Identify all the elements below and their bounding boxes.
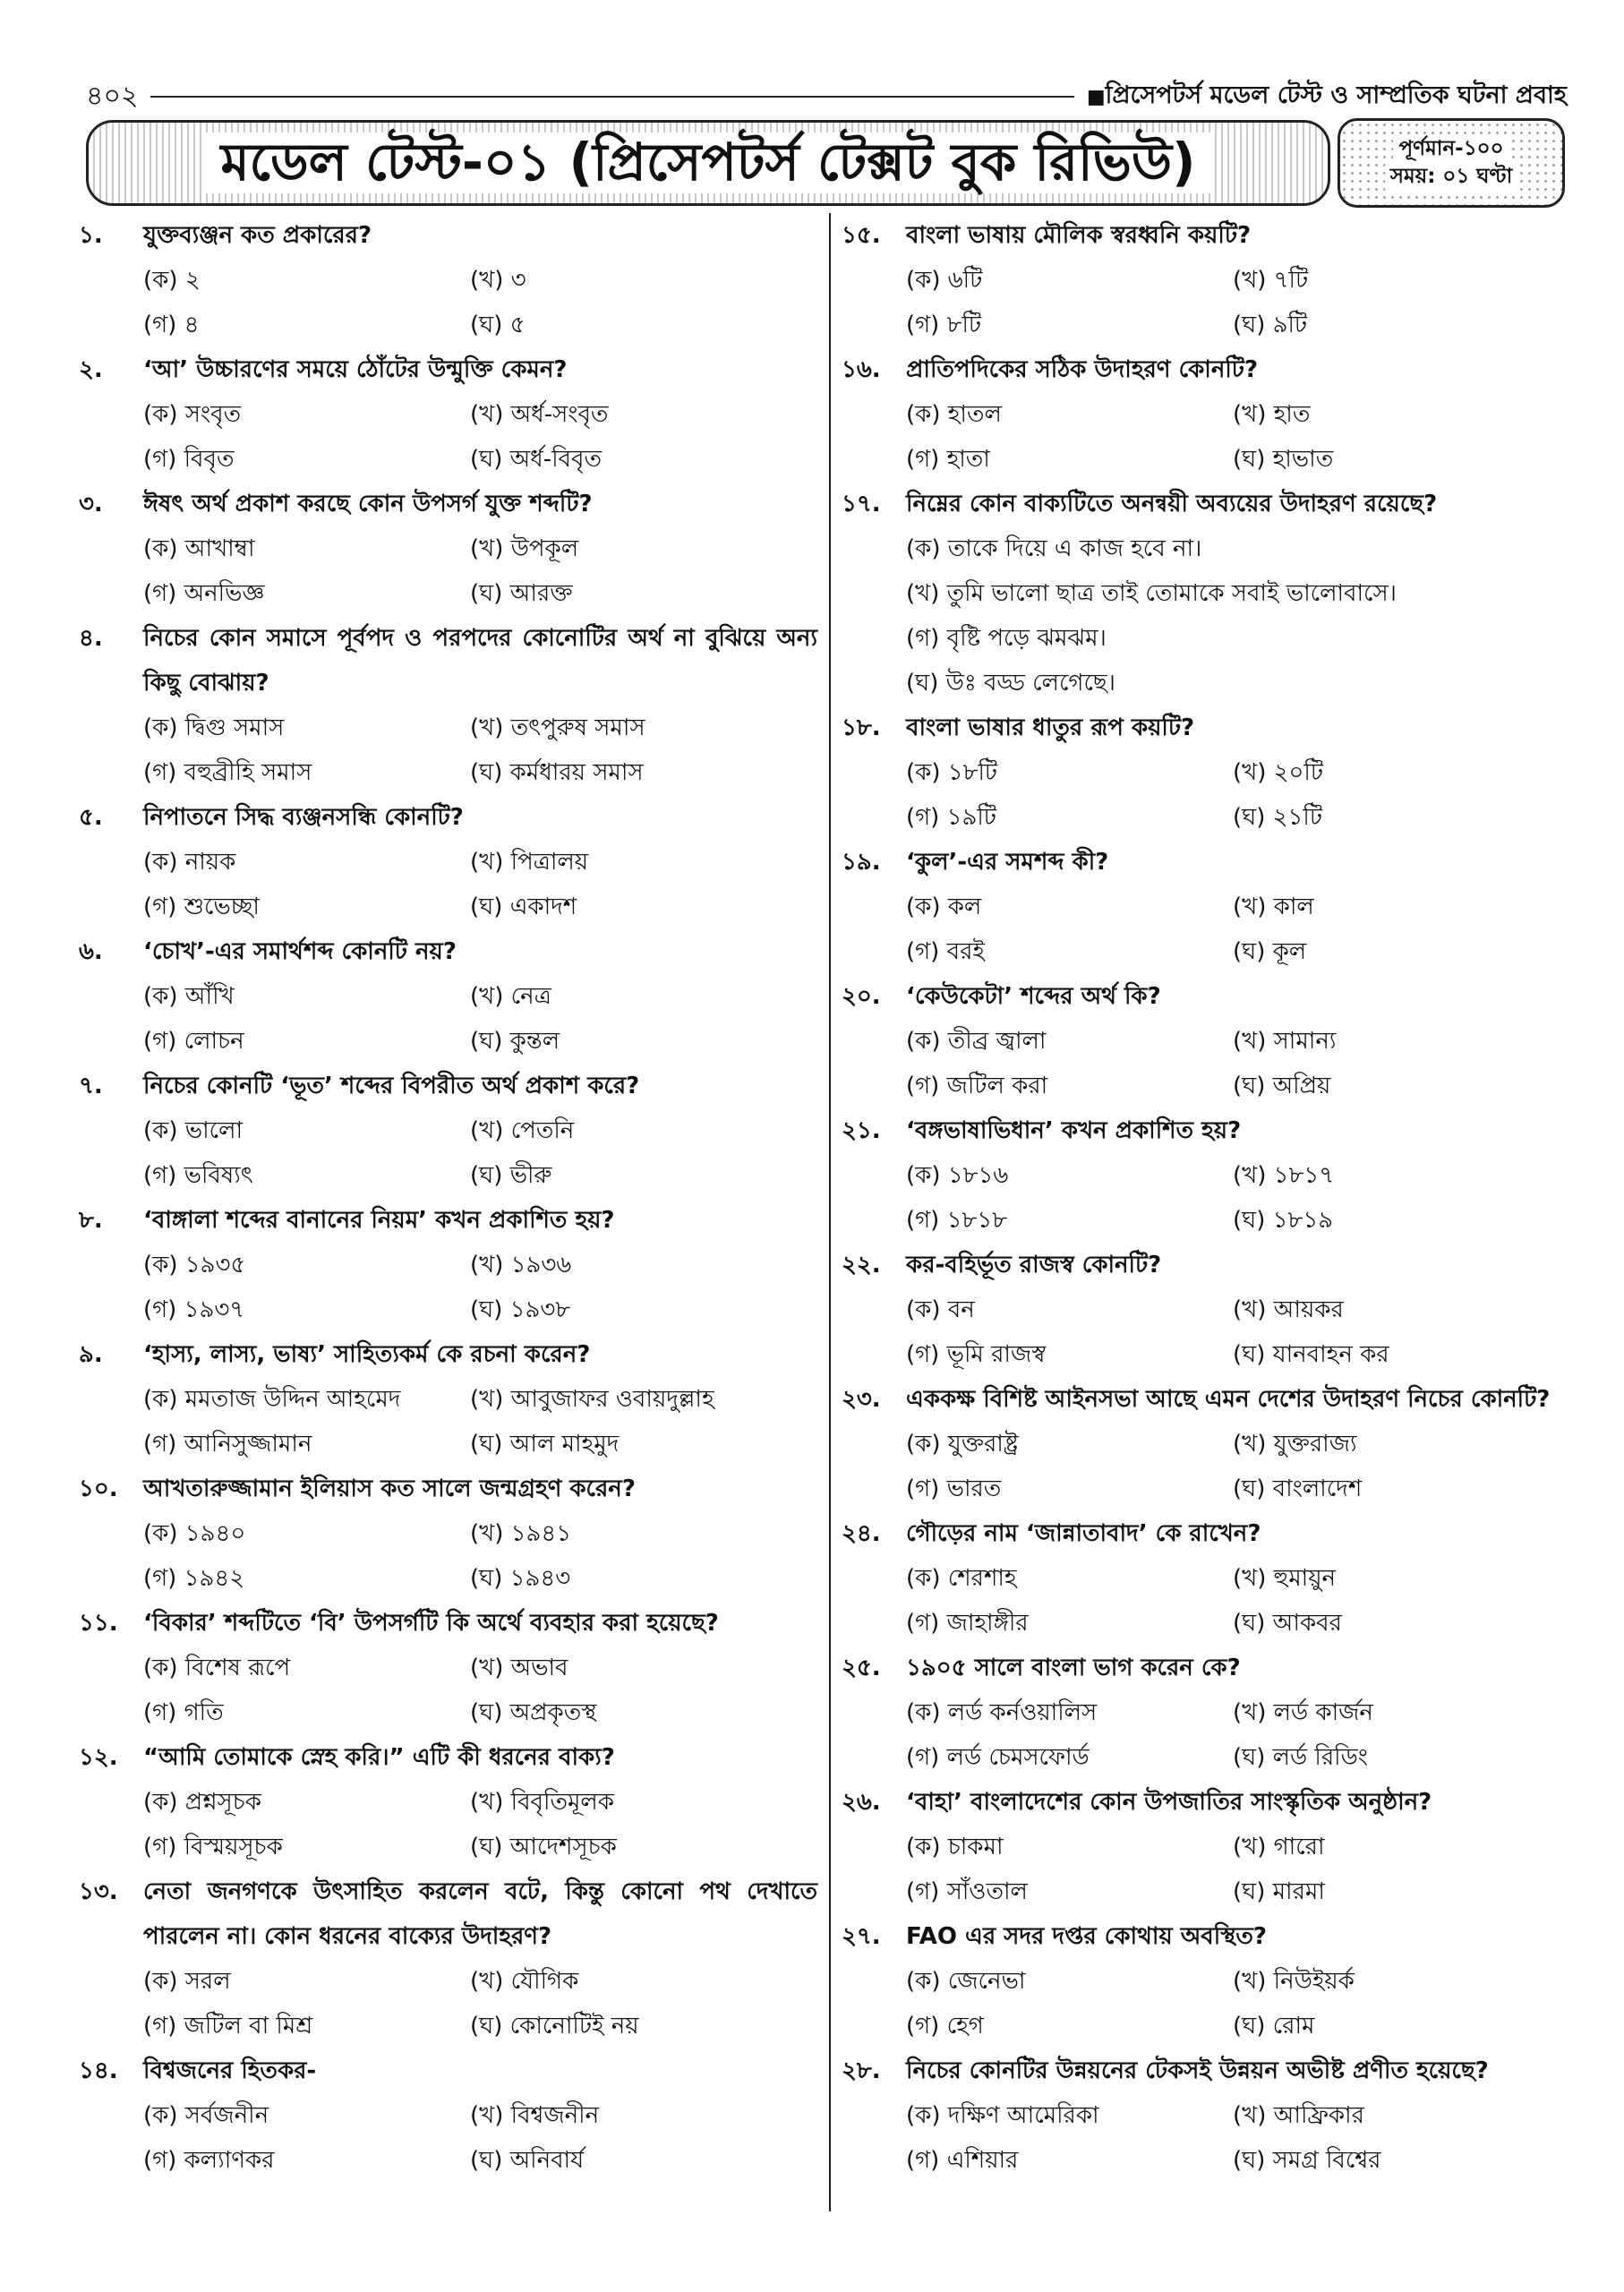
question-number: ২২. [842, 1252, 881, 1279]
answer-option[interactable]: (খ) উপকূল [470, 535, 579, 562]
option-list [906, 1556, 1585, 1646]
answer-option[interactable]: (ক) চাকমা [906, 1834, 1004, 1860]
question-number: ১২. [79, 1744, 118, 1771]
question-item [79, 1332, 817, 1467]
question-text: FAO এর সদর দপ্তর কোথায় অবস্থিত? [906, 1923, 1268, 1950]
answer-option[interactable]: (ক) বন [906, 1296, 975, 1323]
answer-option[interactable]: (খ) নিউইয়র্ক [1233, 1968, 1355, 1995]
right-column [842, 213, 1585, 2183]
question-stem [79, 616, 817, 706]
question-number: ১৫. [842, 222, 881, 249]
question-stem [79, 1601, 817, 1646]
question-stem [79, 1198, 817, 1243]
question-text: নিপাতনে সিদ্ধ ব্যঞ্জনসন্ধি কোনটি? [143, 804, 464, 831]
option-list [143, 840, 817, 929]
question-text: নিচের কোনটি ‘ভূত’ শব্দের বিপরীত অর্থ প্রকাশ করে? [143, 1073, 640, 1099]
question-stem [842, 706, 1585, 750]
answer-option[interactable]: (খ) নেত্র [470, 983, 551, 1010]
answer-option[interactable]: (ঘ) সমগ্র বিশ্বের [1233, 2147, 1381, 2174]
question-item [842, 1646, 1585, 1780]
question-number: ২৪. [842, 1520, 881, 1547]
question-number: ৫. [79, 804, 103, 831]
option-list [906, 1287, 1585, 1377]
answer-option[interactable]: (খ) বিবৃতিমূলক [470, 1789, 614, 1816]
answer-option[interactable]: (ঘ) বাংলাদেশ [1233, 1475, 1363, 1502]
question-text: নিচের কোনটির উন্নয়নের টেকসই উন্নয়ন অভীষ্ট প্রণীত হয়েছে? [906, 2057, 1489, 2084]
answer-option[interactable]: (গ) ১৯টি [906, 804, 996, 831]
question-number: ২৬. [842, 1789, 881, 1816]
question-item [842, 1377, 1585, 1511]
answer-option[interactable]: (ঘ) মারমা [1233, 1878, 1325, 1905]
question-stem [79, 1869, 817, 1959]
answer-option[interactable]: (ঘ) লর্ড রিডিং [1233, 1744, 1368, 1771]
answer-option[interactable]: (ঘ) ১৯৩৮ [470, 1296, 571, 1323]
option-list [143, 974, 817, 1064]
answer-option[interactable]: (গ) গতি [143, 1699, 224, 1726]
answer-option[interactable]: (ক) ৬টি [906, 267, 983, 294]
answer-option[interactable]: (ঘ) ২১টি [1233, 804, 1322, 831]
option-list [143, 706, 817, 795]
answer-option[interactable]: (ঘ) অপ্রিয় [1233, 1073, 1331, 1099]
question-number: ৪. [79, 625, 103, 652]
question-number: ১৭. [842, 491, 881, 517]
question-stem [842, 1914, 1585, 1959]
question-text: নিম্নের কোন বাক্যটিতে অনন্বয়ী অব্যয়ের উদাহরণ রয়েছে? [906, 491, 1438, 517]
question-stem [842, 347, 1585, 392]
question-item [79, 1198, 817, 1332]
question-item [842, 840, 1585, 974]
option-list [906, 1959, 1585, 2048]
question-stem [79, 795, 817, 840]
question-text: ‘কেউকেটা’ শব্দের অর্থ কি? [906, 983, 1161, 1010]
header-rule [150, 96, 1073, 98]
question-number: ১৩. [79, 1878, 118, 1905]
question-item [79, 2048, 817, 2183]
answer-option[interactable]: (ক) তীব্র জ্বালা [906, 1028, 1047, 1055]
question-number: ১৪. [79, 2057, 118, 2084]
answer-option[interactable]: (ক) জেনেভা [906, 1968, 1026, 1995]
answer-option[interactable]: (ঘ) উঃ বড্ড লেগেছে। [906, 670, 1115, 697]
option-list [906, 526, 1585, 706]
answer-option[interactable]: (খ) পেতনি [470, 1117, 575, 1144]
option-list [906, 1825, 1585, 1914]
question-item [842, 1780, 1585, 1914]
question-text: ‘চোখ’-এর সমার্থশব্দ কোনটি নয়? [143, 938, 457, 965]
answer-option[interactable]: (গ) ১৯৩৭ [143, 1296, 245, 1323]
question-text: “আমি তোমাকে স্নেহ করি।” এটি কী ধরনের বাক্য? [143, 1744, 615, 1771]
answer-option[interactable]: (ক) আখাম্বা [143, 535, 255, 562]
answer-option[interactable]: (খ) ১৯৩৬ [470, 1252, 572, 1279]
option-list [906, 1019, 1585, 1108]
answer-option[interactable]: (ক) ১৮১৬ [906, 1162, 1009, 1189]
question-text: ‘বঙ্গভাষাভিধান’ কখন প্রকাশিত হয়? [906, 1117, 1242, 1144]
question-stem [79, 482, 817, 526]
answer-option[interactable]: (ক) বিশেষ রূপে [143, 1655, 291, 1681]
answer-option[interactable]: (খ) আফ্রিকার [1233, 2102, 1364, 2129]
answer-option[interactable]: (খ) হুমায়ুন [1233, 1565, 1337, 1592]
question-stem [79, 929, 817, 974]
question-text: ‘বাহা’ বাংলাদেশের কোন উপজাতির সাংস্কৃতিক অনুষ্ঠান? [906, 1789, 1432, 1816]
question-text: নিচের কোন সমাসে পূর্বপদ ও পরপদের কোনোটির অর্থ না বুঝিয়ে অন্য কিছু বোঝায়? [143, 625, 817, 697]
answer-option[interactable]: (খ) ১৯৪১ [470, 1520, 572, 1547]
running-title: ■ প্রিসেপটর্স মডেল টেস্ট ও সাম্প্রতিক ঘটনা প্রবাহ [1087, 77, 1567, 117]
question-number: ১৯. [842, 849, 881, 876]
answer-option[interactable]: (খ) যৌগিক [470, 1968, 579, 1995]
answer-option[interactable]: (ঘ) রোম [1233, 2013, 1315, 2040]
question-stem [842, 1511, 1585, 1556]
question-item [79, 795, 817, 929]
answer-option[interactable]: (গ) ৪ [143, 312, 200, 338]
question-item [842, 2048, 1585, 2183]
question-text: যুক্তব্যঞ্জন কত প্রকারের? [143, 222, 372, 249]
answer-option[interactable]: (ঘ) অর্ধ-বিবৃত [470, 446, 602, 473]
left-column [79, 213, 817, 2183]
question-stem [842, 974, 1585, 1019]
question-item [79, 1064, 817, 1198]
answer-option[interactable]: (গ) হেগ [906, 2013, 984, 2040]
option-list [143, 392, 817, 482]
answer-option[interactable]: (গ) ১৮১৮ [906, 1207, 1008, 1234]
question-text: গৌড়ের নাম ‘জান্নাতাবাদ’ কে রাখেন? [906, 1520, 1261, 1547]
answer-option[interactable]: (খ) ১৮১৭ [1233, 1162, 1335, 1189]
answer-option[interactable]: (খ) তুমি ভালো ছাত্র তাই তোমাকে সবাই ভালোবাসে। [906, 580, 1397, 607]
answer-option[interactable]: (ঘ) কর্মধারয় সমাস [470, 759, 644, 786]
question-text: ঈষৎ অর্থ প্রকাশ করছে কোন উপসর্গ যুক্ত শব্দটি? [143, 491, 593, 517]
title-banner [86, 120, 1330, 206]
option-list [906, 1153, 1585, 1243]
question-number: ৩. [79, 491, 103, 517]
answer-option[interactable]: (ক) শেরশাহ [906, 1565, 1017, 1592]
answer-option[interactable]: (ক) আঁখি [143, 983, 235, 1010]
question-item [79, 482, 817, 616]
question-item [79, 1601, 817, 1735]
answer-option[interactable]: (গ) ভারত [906, 1475, 1002, 1502]
answer-option[interactable]: (গ) লোচন [143, 1028, 244, 1055]
marks-box [1338, 118, 1565, 208]
answer-option[interactable]: (ক) কল [906, 894, 982, 920]
question-item [842, 213, 1585, 347]
question-item [842, 1108, 1585, 1243]
question-text: নেতা জনগণকে উৎসাহিত করলেন বটে, কিন্তু কোনো পথ দেখাতে পারলেন না। কোন ধরনের বাক্যের উদাহরণ? [143, 1878, 817, 1950]
question-number: ১১. [79, 1610, 118, 1637]
answer-option[interactable]: (ঘ) ১৮১৯ [1233, 1207, 1334, 1234]
answer-option[interactable]: (গ) বরই [906, 938, 985, 965]
answer-option[interactable]: (খ) লর্ড কার্জন [1233, 1699, 1373, 1726]
option-list [143, 1959, 817, 2048]
question-stem [842, 1377, 1585, 1422]
question-stem [79, 1467, 817, 1511]
question-columns [79, 213, 1570, 2254]
question-number: ২৩. [842, 1386, 881, 1413]
question-text: ‘বাঙ্গালা শব্দের বানানের নিয়ম’ কখন প্রকাশিত হয়? [143, 1207, 615, 1234]
option-list [906, 750, 1585, 840]
answer-option[interactable]: (গ) এশিয়ার [906, 2147, 1019, 2174]
answer-option[interactable]: (খ) আয়কর [1233, 1296, 1344, 1323]
answer-option[interactable]: (খ) কাল [1233, 894, 1314, 920]
option-list [143, 1377, 817, 1467]
question-item [79, 1735, 817, 1869]
answer-option[interactable]: (ঘ) আল মাহমুদ [470, 1431, 620, 1458]
answer-option[interactable]: (গ) ভবিষ্যৎ [143, 1162, 253, 1189]
question-text: প্রাতিপদিকের সঠিক উদাহরণ কোনটি? [906, 356, 1259, 383]
answer-option[interactable]: (খ) হাত [1233, 401, 1311, 428]
question-text: বাংলা ভাষার ধাতুর রূপ কয়টি? [906, 714, 1195, 741]
question-text: আখতারুজ্জামান ইলিয়াস কত সালে জন্মগ্রহণ করেন? [143, 1475, 636, 1502]
answer-option[interactable]: (গ) হাতা [906, 446, 990, 473]
answer-option[interactable]: (খ) ৭টি [1233, 267, 1309, 294]
answer-option[interactable]: (খ) অভাব [470, 1655, 568, 1681]
question-item [79, 213, 817, 347]
answer-option[interactable]: (খ) অর্ধ-সংবৃত [470, 401, 609, 428]
answer-option[interactable]: (ক) সরল [143, 1968, 231, 1995]
option-list [143, 1243, 817, 1332]
question-stem [79, 213, 817, 258]
column-divider [829, 213, 831, 2211]
answer-option[interactable]: (গ) বিস্ময়সূচক [143, 1834, 283, 1860]
option-list [906, 258, 1585, 347]
answer-option[interactable]: (খ) পিত্রালয় [470, 849, 589, 876]
question-number: ২৮. [842, 2057, 881, 2084]
answer-option[interactable]: (ক) প্রশ্নসূচক [143, 1789, 261, 1816]
question-item [842, 1511, 1585, 1646]
question-text: ১৯০৫ সালে বাংলা ভাগ করেন কে? [906, 1655, 1241, 1681]
question-item [79, 929, 817, 1064]
question-text: ‘আ’ উচ্চারণের সময়ে ঠোঁটের উন্মুক্তি কেমন? [143, 356, 568, 383]
answer-option[interactable]: (ঘ) অনিবার্য [470, 2147, 585, 2174]
answer-option[interactable]: (ঘ) অপ্রকৃতস্থ [470, 1699, 597, 1726]
answer-option[interactable]: (ক) দক্ষিণ আমেরিকা [906, 2102, 1099, 2129]
question-text: ‘হাস্য, লাস্য, ভাষ্য’ সাহিত্যকর্ম কে রচনা করেন? [143, 1341, 591, 1368]
answer-option[interactable]: (ক) দ্বিগু সমাস [143, 714, 285, 741]
page-title: মডেল টেস্ট-০১ (প্রিসেপটর্স টেক্সট বুক রিভিউ) [204, 133, 1211, 193]
answer-option[interactable]: (ঘ) ৫ [470, 312, 526, 338]
option-list [143, 526, 817, 616]
option-list [143, 258, 817, 347]
option-list [143, 1108, 817, 1198]
question-stem [842, 1108, 1585, 1153]
answer-option[interactable]: (খ) ২০টি [1233, 759, 1324, 786]
question-stem [79, 1332, 817, 1377]
answer-option[interactable]: (ঘ) আকবর [1233, 1610, 1342, 1637]
answer-option[interactable]: (খ) ৩ [470, 267, 526, 294]
question-item [842, 706, 1585, 840]
answer-option[interactable]: (খ) বিশ্বজনীন [470, 2102, 600, 2129]
answer-option[interactable]: (ঘ) কোনোটিই নয় [470, 2013, 639, 2040]
answer-option[interactable]: (ক) মমতাজ উদ্দিন আহমেদ [143, 1386, 401, 1413]
answer-option[interactable]: (ঘ) একাদশ [470, 894, 577, 920]
answer-option[interactable]: (খ) তৎপুরুষ সমাস [470, 714, 645, 741]
option-list [143, 1511, 817, 1601]
answer-option[interactable]: (ঘ) কুন্তল [470, 1028, 560, 1055]
question-number: ১৬. [842, 356, 881, 383]
question-text: এককক্ষ বিশিষ্ট আইনসভা আছে এমন দেশের উদাহরণ নিচের কোনটি? [906, 1386, 1551, 1413]
question-number: ২১. [842, 1117, 881, 1144]
question-item [79, 347, 817, 482]
question-text: ‘বিকার’ শব্দটিতে ‘বি’ উপসর্গটি কি অর্থে ব্যবহার করা হয়েছে? [143, 1610, 719, 1637]
question-number: ২০. [842, 983, 881, 1010]
answer-option[interactable]: (খ) আবুজাফর ওবায়দুল্লাহ [470, 1386, 714, 1413]
answer-option[interactable]: (গ) লর্ড চেমসফোর্ড [906, 1744, 1090, 1771]
answer-option[interactable]: (গ) শুভেচ্ছা [143, 894, 260, 920]
question-text: বাংলা ভাষায় মৌলিক স্বরধ্বনি কয়টি? [906, 222, 1252, 249]
answer-option[interactable]: (গ) অনভিজ্ঞ [143, 580, 265, 607]
answer-option[interactable]: (ক) যুক্তরাষ্ট্র [906, 1431, 1019, 1458]
question-number: ৯. [79, 1341, 103, 1368]
answer-option[interactable]: (গ) আনিসুজ্জামান [143, 1431, 312, 1458]
question-stem [842, 840, 1585, 885]
question-item [79, 1467, 817, 1601]
answer-option[interactable]: (ঘ) হাভাত [1233, 446, 1334, 473]
full-marks: পূর্ণমান-১০০ [1393, 135, 1509, 163]
question-stem [842, 1780, 1585, 1825]
question-number: ২৭. [842, 1923, 881, 1950]
answer-option[interactable]: (খ) গারো [1233, 1834, 1325, 1860]
answer-option[interactable]: (ক) সংবৃত [143, 401, 242, 428]
option-list [143, 1646, 817, 1735]
option-list [906, 1422, 1585, 1511]
question-stem [842, 1243, 1585, 1287]
answer-option[interactable]: (ক) সর্বজনীন [143, 2102, 269, 2129]
option-list [143, 1780, 817, 1869]
answer-option[interactable]: (ঘ) আরক্ত [470, 580, 573, 607]
answer-option[interactable]: (ঘ) যানবাহন কর [1233, 1341, 1389, 1368]
answer-option[interactable]: (ঘ) ১৯৪৩ [470, 1565, 571, 1592]
answer-option[interactable]: (গ) কল্যাণকর [143, 2147, 275, 2174]
answer-option[interactable]: (ক) তাকে দিয়ে এ কাজ হবে না। [906, 535, 1202, 562]
answer-option[interactable]: (গ) জটিল বা মিশ্র [143, 2013, 313, 2040]
question-item [842, 347, 1585, 482]
question-number: ৭. [79, 1073, 103, 1099]
question-text: বিশ্বজনের হিতকর- [143, 2057, 317, 2084]
question-number: ২. [79, 356, 103, 383]
question-item [842, 1243, 1585, 1377]
option-list [906, 2093, 1585, 2183]
answer-option[interactable]: (ক) ১৮টি [906, 759, 998, 786]
answer-option[interactable]: (ঘ) ৯টি [1233, 312, 1308, 338]
question-number: ৬. [79, 938, 103, 965]
answer-option[interactable]: (গ) জটিল করা [906, 1073, 1048, 1099]
question-number: ৮. [79, 1207, 103, 1234]
answer-option[interactable]: (গ) জাহাঙ্গীর [906, 1610, 1029, 1637]
option-list [906, 1690, 1585, 1780]
answer-option[interactable]: (গ) সাঁওতাল [906, 1878, 1028, 1905]
question-item [842, 974, 1585, 1108]
answer-option[interactable]: (ক) ১৯৩৫ [143, 1252, 246, 1279]
question-stem [79, 347, 817, 392]
question-stem [79, 1735, 817, 1780]
answer-option[interactable]: (গ) ১৯৪২ [143, 1565, 245, 1592]
answer-option[interactable]: (ঘ) আদেশসূচক [470, 1834, 617, 1860]
answer-option[interactable]: (ক) হাতল [906, 401, 1002, 428]
question-number: ১০. [79, 1475, 118, 1502]
question-stem [842, 213, 1585, 258]
option-list [143, 2093, 817, 2183]
question-stem [842, 2048, 1585, 2093]
answer-option[interactable]: (ঘ) কূল [1233, 938, 1307, 965]
question-stem [842, 1646, 1585, 1690]
answer-option[interactable]: (খ) সামান্য [1233, 1028, 1337, 1055]
option-list [906, 392, 1585, 482]
question-stem [79, 2048, 817, 2093]
option-list [906, 885, 1585, 974]
answer-option[interactable]: (ক) নায়ক [143, 849, 236, 876]
question-item [842, 1914, 1585, 2048]
answer-option[interactable]: (ক) লর্ড কর্নওয়ালিস [906, 1699, 1098, 1726]
answer-option[interactable]: (ঘ) ভীরু [470, 1162, 552, 1189]
answer-option[interactable]: (গ) বহুব্রীহি সমাস [143, 759, 312, 786]
answer-option[interactable]: (গ) ভূমি রাজস্ব [906, 1341, 1047, 1368]
exam-time: সময়: ০১ ঘণ্টা [1385, 163, 1518, 191]
answer-option[interactable]: (খ) যুক্তরাজ্য [1233, 1431, 1357, 1458]
answer-option[interactable]: (ক) ভালো [143, 1117, 244, 1144]
question-item [79, 1869, 817, 2048]
answer-option[interactable]: (ক) ২ [143, 267, 201, 294]
question-item [79, 616, 817, 795]
answer-option[interactable]: (গ) বৃষ্টি পড়ে ঝমঝম। [906, 625, 1107, 652]
answer-option[interactable]: (গ) ৮টি [906, 312, 982, 338]
question-item [842, 482, 1585, 706]
question-stem [79, 1064, 817, 1108]
question-text: ‘কুল’-এর সমশব্দ কী? [906, 849, 1109, 876]
page-number: ৪০২ [86, 80, 139, 112]
answer-option[interactable]: (ক) ১৯৪০ [143, 1520, 246, 1547]
question-number: ১৮. [842, 714, 881, 741]
answer-option[interactable]: (গ) বিবৃত [143, 446, 235, 473]
question-stem [842, 482, 1585, 526]
question-number: ২৫. [842, 1655, 881, 1681]
running-header [86, 77, 1567, 116]
question-number: ১. [79, 222, 103, 249]
question-text: কর-বহির্ভূত রাজস্ব কোনটি? [906, 1252, 1162, 1279]
